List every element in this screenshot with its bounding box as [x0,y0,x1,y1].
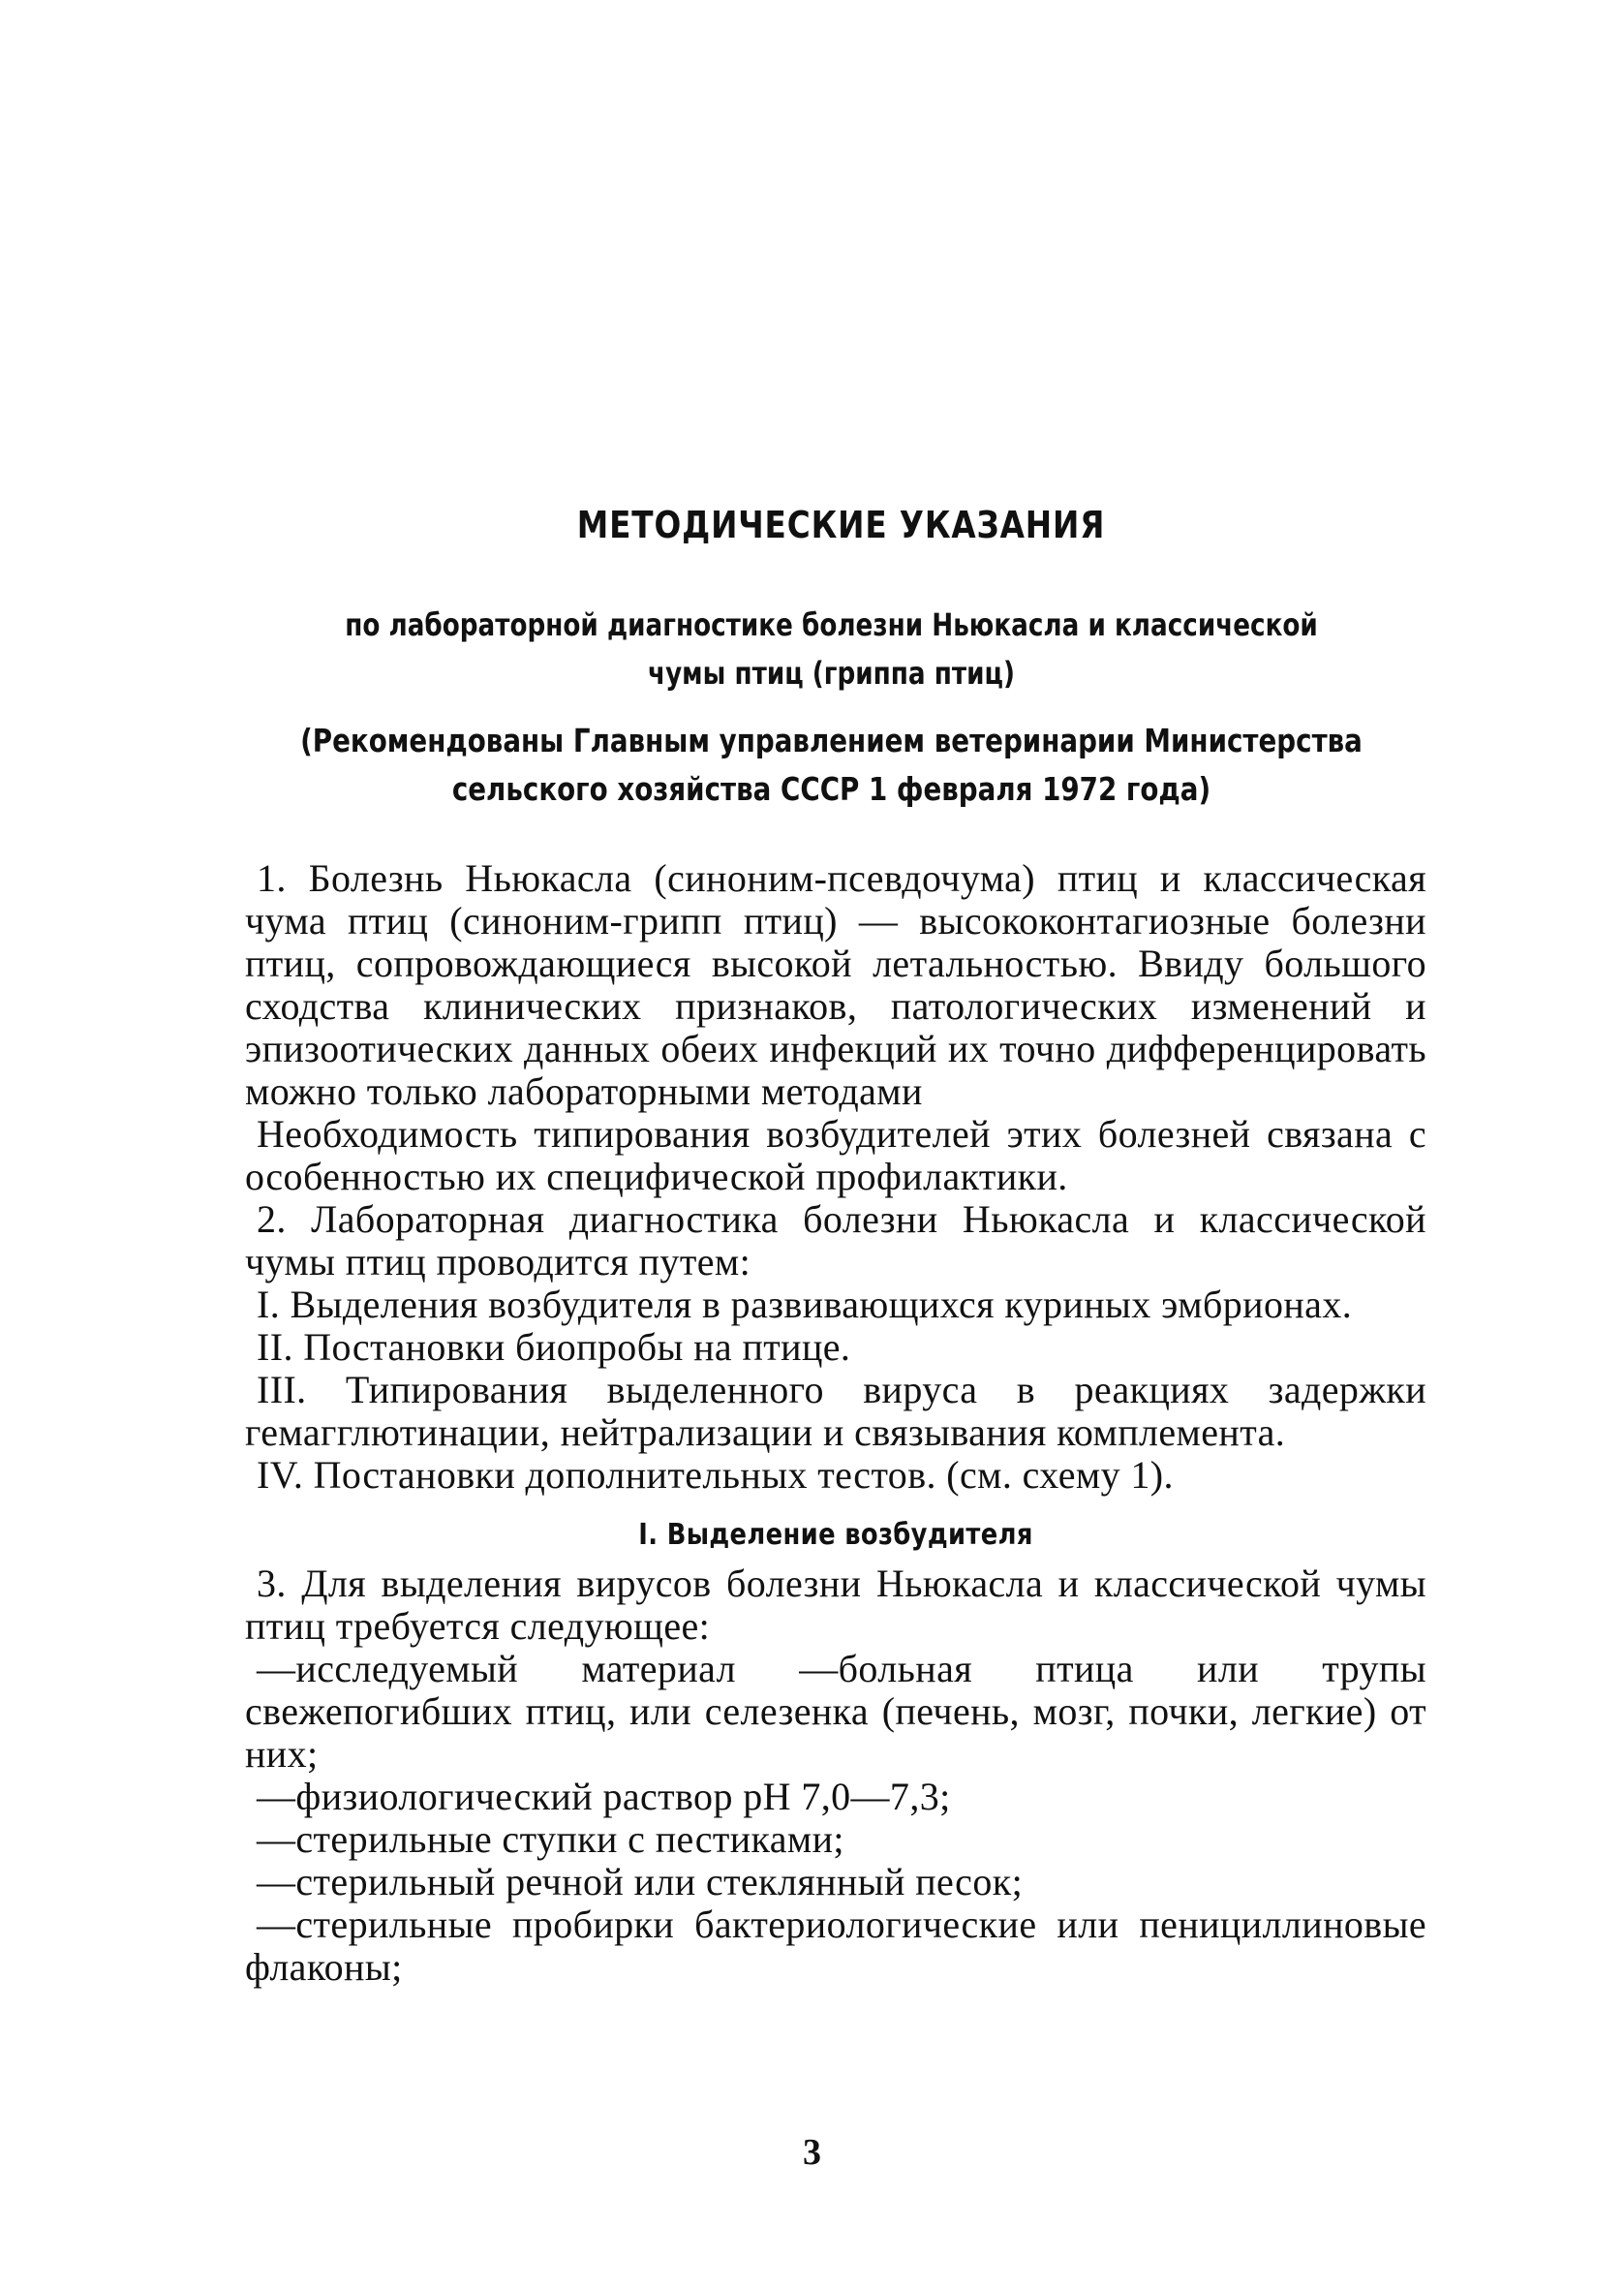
page-number: 3 [803,2132,821,2173]
paragraph: 3. Для выделения вирусов болезни Ньюкасла и классической чумы птиц требуется следующее: [245,1562,1426,1648]
recommendation-note [149,717,1514,814]
list-item: —исследуемый материал —больная птица или трупы свежепогибших птиц, или селезенка (печень, мозг, почки, легкие) от них; [245,1647,1426,1776]
page-title: МЕТОДИЧЕСКИЕ УКАЗАНИЯ [576,504,1106,546]
list-item: II. Постановки биопробы на птице. [257,1325,851,1369]
list-item: I. Выделения возбудителя в развивающихся куриных эмбрионах. [257,1283,1353,1326]
recommendation-line: сельского хозяйства СССР 1 февраля 1972 года) [451,770,1211,808]
list-item: IV. Постановки дополнительных тестов. (см. схему 1). [257,1453,1174,1497]
paragraph: 1. Болезнь Ньюкасла (синоним-псевдочума) птиц и классическая чума птиц (синоним-грипп птиц) — высококонтагиозные болезни птиц, сопровождающиеся высокой летальностью. Ввиду большого сходства клинических признаков, патологических изменений и эпизоотических данных обеих инфекций их точно дифференцировать можно только лабораторными методами [245,856,1426,1113]
document-body [245,857,1426,1989]
list-item: —стерильные ступки с пестиками; [257,1817,844,1861]
paragraph: 2. Лабораторная диагностика болезни Ньюкасла и классической чумы птиц проводится путем: [245,1197,1426,1284]
subtitle-line: по лабораторной диагностике болезни Ньюкасла и классической [345,606,1318,643]
list-item: —стерильные пробирки бактериологические или пенициллиновые флаконы; [245,1902,1426,1989]
list-item: III. Типирования выделенного вируса в реакциях задержки гемагглютинации, нейтрализации и связывания комплемента. [245,1368,1426,1454]
section-heading: I. Выделение возбудителя [638,1518,1033,1552]
list-item: —физиологический раствор рН 7,0—7,3; [257,1775,951,1818]
paragraph: Необходимость типирования возбудителей этих болезней связана с особенностью их специфической профилактики. [245,1112,1426,1198]
recommendation-line: (Рекомендованы Главным управлением ветеринарии Министерства [300,722,1363,759]
document-subtitle [166,601,1497,697]
subtitle-line: чумы птиц (гриппа птиц) [648,655,1015,692]
list-item: —стерильный речной или стеклянный песок; [257,1860,1024,1903]
